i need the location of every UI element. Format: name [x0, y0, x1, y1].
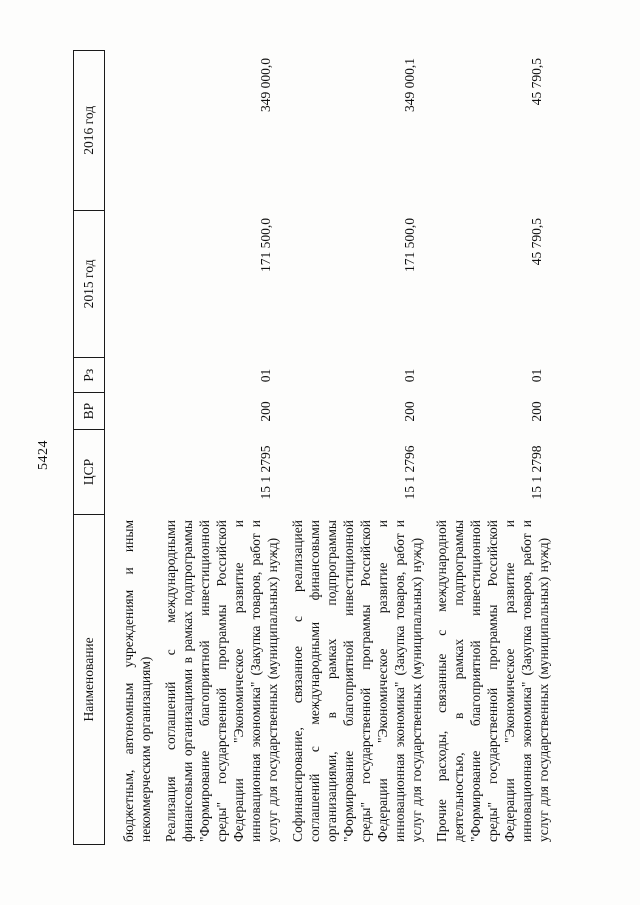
row-2016-amount: 349 000,1: [402, 58, 417, 112]
row-2016-amount: [146, 50, 154, 210]
table-row: [289, 50, 425, 845]
budget-table: [73, 50, 552, 845]
table-row: [162, 50, 281, 845]
row-name: бюджетным, автономным учреждениям и иным некоммерческим организациям): [121, 520, 153, 842]
header-rz: Рз: [74, 358, 104, 393]
header-2016: 2016 год: [74, 51, 104, 211]
row-rz: 01: [402, 368, 417, 383]
header-csr: ЦСР: [74, 430, 104, 515]
row-vr: 200: [258, 401, 273, 422]
row-vr: 200: [402, 401, 417, 422]
table-row: [120, 50, 154, 845]
row-vr: 200: [529, 401, 544, 422]
row-name: Реализация соглашений с международными финансовыми организациями в рамках подпрограммы "Формирование благоприятной инвестиционной среды" государственной программы Российской Федерации "Экономическое развитие и инновационная экономика" (Закупка товаров, работ и услуг для государственных (муниципальных) нужд): [163, 520, 280, 842]
row-name: Софинансирование, связанное с реализацией соглашений с международными финансовыми организациями, в рамках подпрограммы "Формирование благоприятной инвестиционной среды" государственной программы Российской Федерации "Экономическое развитие и инновационная экономика" (Закупка товаров, работ и услуг для государственных (муниципальных) нужд): [290, 520, 424, 842]
header-2015: 2015 год: [74, 211, 104, 359]
table-row: [433, 50, 552, 845]
row-csr: [146, 430, 154, 515]
table-header-row: [73, 50, 105, 845]
row-csr: 15 1 2795: [258, 445, 273, 500]
page-number: 5424: [36, 440, 51, 470]
row-csr: 15 1 2798: [529, 445, 544, 500]
row-2016-amount: 45 790,5: [529, 58, 544, 106]
table-body: [105, 50, 552, 845]
row-rz: 01: [529, 368, 544, 383]
row-2015-amount: 171 500,0: [402, 218, 417, 272]
row-csr: 15 1 2796: [402, 445, 417, 500]
row-name: Прочие расходы, связанные с международной деятельностью, в рамках подпрограммы "Формирование благоприятной инвестиционной среды" государственной программы Российской Федерации "Экономическое развитие и инновационная экономика" (Закупка товаров, работ и услуг для государственных (муниципальных) нужд): [434, 520, 551, 842]
row-2015-amount: [146, 210, 154, 358]
row-2015-amount: 45 790,5: [529, 218, 544, 266]
row-2016-amount: 349 000,0: [258, 58, 273, 112]
row-vr: [146, 393, 154, 430]
row-rz: [146, 358, 154, 393]
row-rz: 01: [258, 368, 273, 383]
header-vr: ВР: [74, 393, 104, 430]
header-name: Наименование: [81, 637, 96, 722]
row-2015-amount: 171 500,0: [258, 218, 273, 272]
